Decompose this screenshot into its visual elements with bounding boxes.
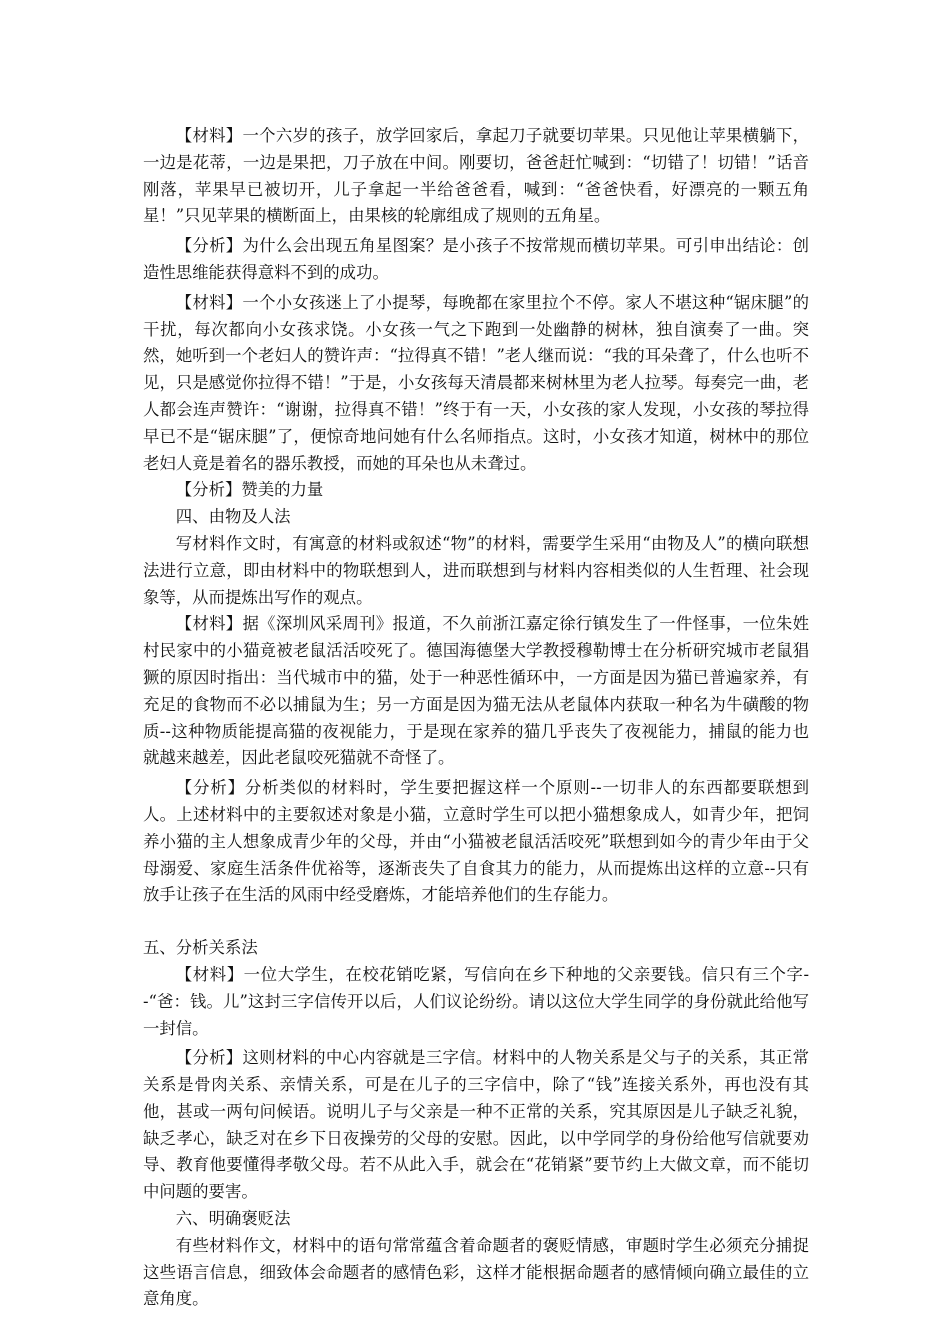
- body-paragraph: 有些材料作文，材料中的语句常常蕴含着命题者的褒贬情感，审题时学生必须充分捕捉这些语言信息，细致体会命题者的感情色彩，这样才能根据命题者的感情倾向确立最佳的立意角度。: [143, 1235, 809, 1309]
- body-paragraph: 写材料作文时，有寓意的材料或叙述“物”的材料，需要学生采用“由物及人”的横向联想法进行立意，即由材料中的物联想到人，进而联想到与材料内容相类似的人生哲理、社会现象等，从而提炼出写作的观点。: [143, 533, 809, 607]
- section-heading: 四、由物及人法: [175, 507, 291, 527]
- section-heading: 六、明确褒贬法: [175, 1209, 291, 1229]
- material-paragraph: 【材料】一个六岁的孩子，放学回家后，拿起刀子就要切苹果。只见他让苹果横躺下，一边是花蒂，一边是果把，刀子放在中间。刚要切，爸爸赶忙喊到：“切错了！切错！”话音刚落，苹果早已被切开，儿子拿起一半给爸爸看，喊到：“爸爸快看，好漂亮的一颗五角星！”只见苹果的横断面上，由果核的轮廓组成了规则的五角星。: [143, 126, 809, 226]
- section-heading: 五、分析关系法: [143, 938, 258, 958]
- analysis-paragraph: 【分析】为什么会出现五角星图案？是小孩子不按常规而横切苹果。可引申出结论：创造性思维能获得意料不到的成功。: [143, 236, 809, 282]
- document-body: [143, 123, 809, 1313]
- analysis-paragraph: 【分析】分析类似的材料时，学生要把握这样一个原则--一切非人的东西都要联想到人。上述材料中的主要叙述对象是小猫，立意时学生可以把小猫想象成人，如青少年，把饲养小猫的主人想象成青少年的父母，并由“小猫被老鼠活活咬死”联想到如今的青少年由于父母溺爱、家庭生活条件优裕等，逐渐丧失了自食其力的能力，从而提炼出这样的立意--只有放手让孩子在生活的风雨中经受磨炼，才能培养他们的生存能力。: [143, 778, 809, 905]
- analysis-paragraph: 【分析】赞美的力量: [175, 480, 324, 500]
- material-paragraph: 【材料】一位大学生，在校花销吃紧，写信向在乡下种地的父亲要钱。信只有三个字--“爸：钱。儿”这封三字信传开以后，人们议论纷纷。请以这位大学生同学的身份就此给他写一封信。: [143, 964, 809, 1038]
- material-paragraph: 【材料】据《深圳风采周刊》报道，不久前浙江嘉定徐行镇发生了一件怪事，一位朱姓村民家中的小猫竟被老鼠活活咬死了。德国海德堡大学教授穆勒博士在分析研究城市老鼠猖獗的原因时指出：当代城市中的猫，处于一种恶性循环中，一方面是因为猫已普遍家养，有充足的食物而不必以捕鼠为生；另一方面是因为猫无法从老鼠体内获取一种名为牛磺酸的物质--这种物质能提高猫的夜视能力，于是现在家养的猫几乎丧失了夜视能力，捕鼠的能力也就越来越差，因此老鼠咬死猫就不奇怪了。: [143, 614, 809, 768]
- material-paragraph: 【材料】一个小女孩迷上了小提琴，每晚都在家里拉个不停。家人不堪这种“锯床腿”的干扰，每次都向小女孩求饶。小女孩一气之下跑到一处幽静的树林，独自演奏了一曲。突然，她听到一个老妇人的赞许声：“拉得真不错！”老人继而说：“我的耳朵聋了，什么也听不见，只是感觉你拉得不错！”于是，小女孩每天清晨都来树林里为老人拉琴。每奏完一曲，老人都会连声赞许：“谢谢，拉得真不错！”终于有一天，小女孩的家人发现，小女孩的琴拉得早已不是“锯床腿”了，便惊奇地问她有什么名师指点。这时，小女孩才知道，树林中的那位老妇人竟是着名的器乐教授，而她的耳朵也从未聋过。: [143, 292, 809, 473]
- analysis-paragraph: 【分析】这则材料的中心内容就是三字信。材料中的人物关系是父与子的关系，其正常关系是骨肉关系、亲情关系，可是在儿子的三字信中，除了“钱”连接关系外，再也没有其他，甚或一两句问候语。说明儿子与父亲是一种不正常的关系，究其原因是儿子缺乏礼貌，缺乏孝心，缺乏对在乡下日夜操劳的父母的安慰。因此，以中学同学的身份给他写信就要劝导、教育他要懂得孝敬父母。若不从此入手，就会在“花销紧”要节约上大做文章，而不能切中问题的要害。: [143, 1048, 809, 1202]
